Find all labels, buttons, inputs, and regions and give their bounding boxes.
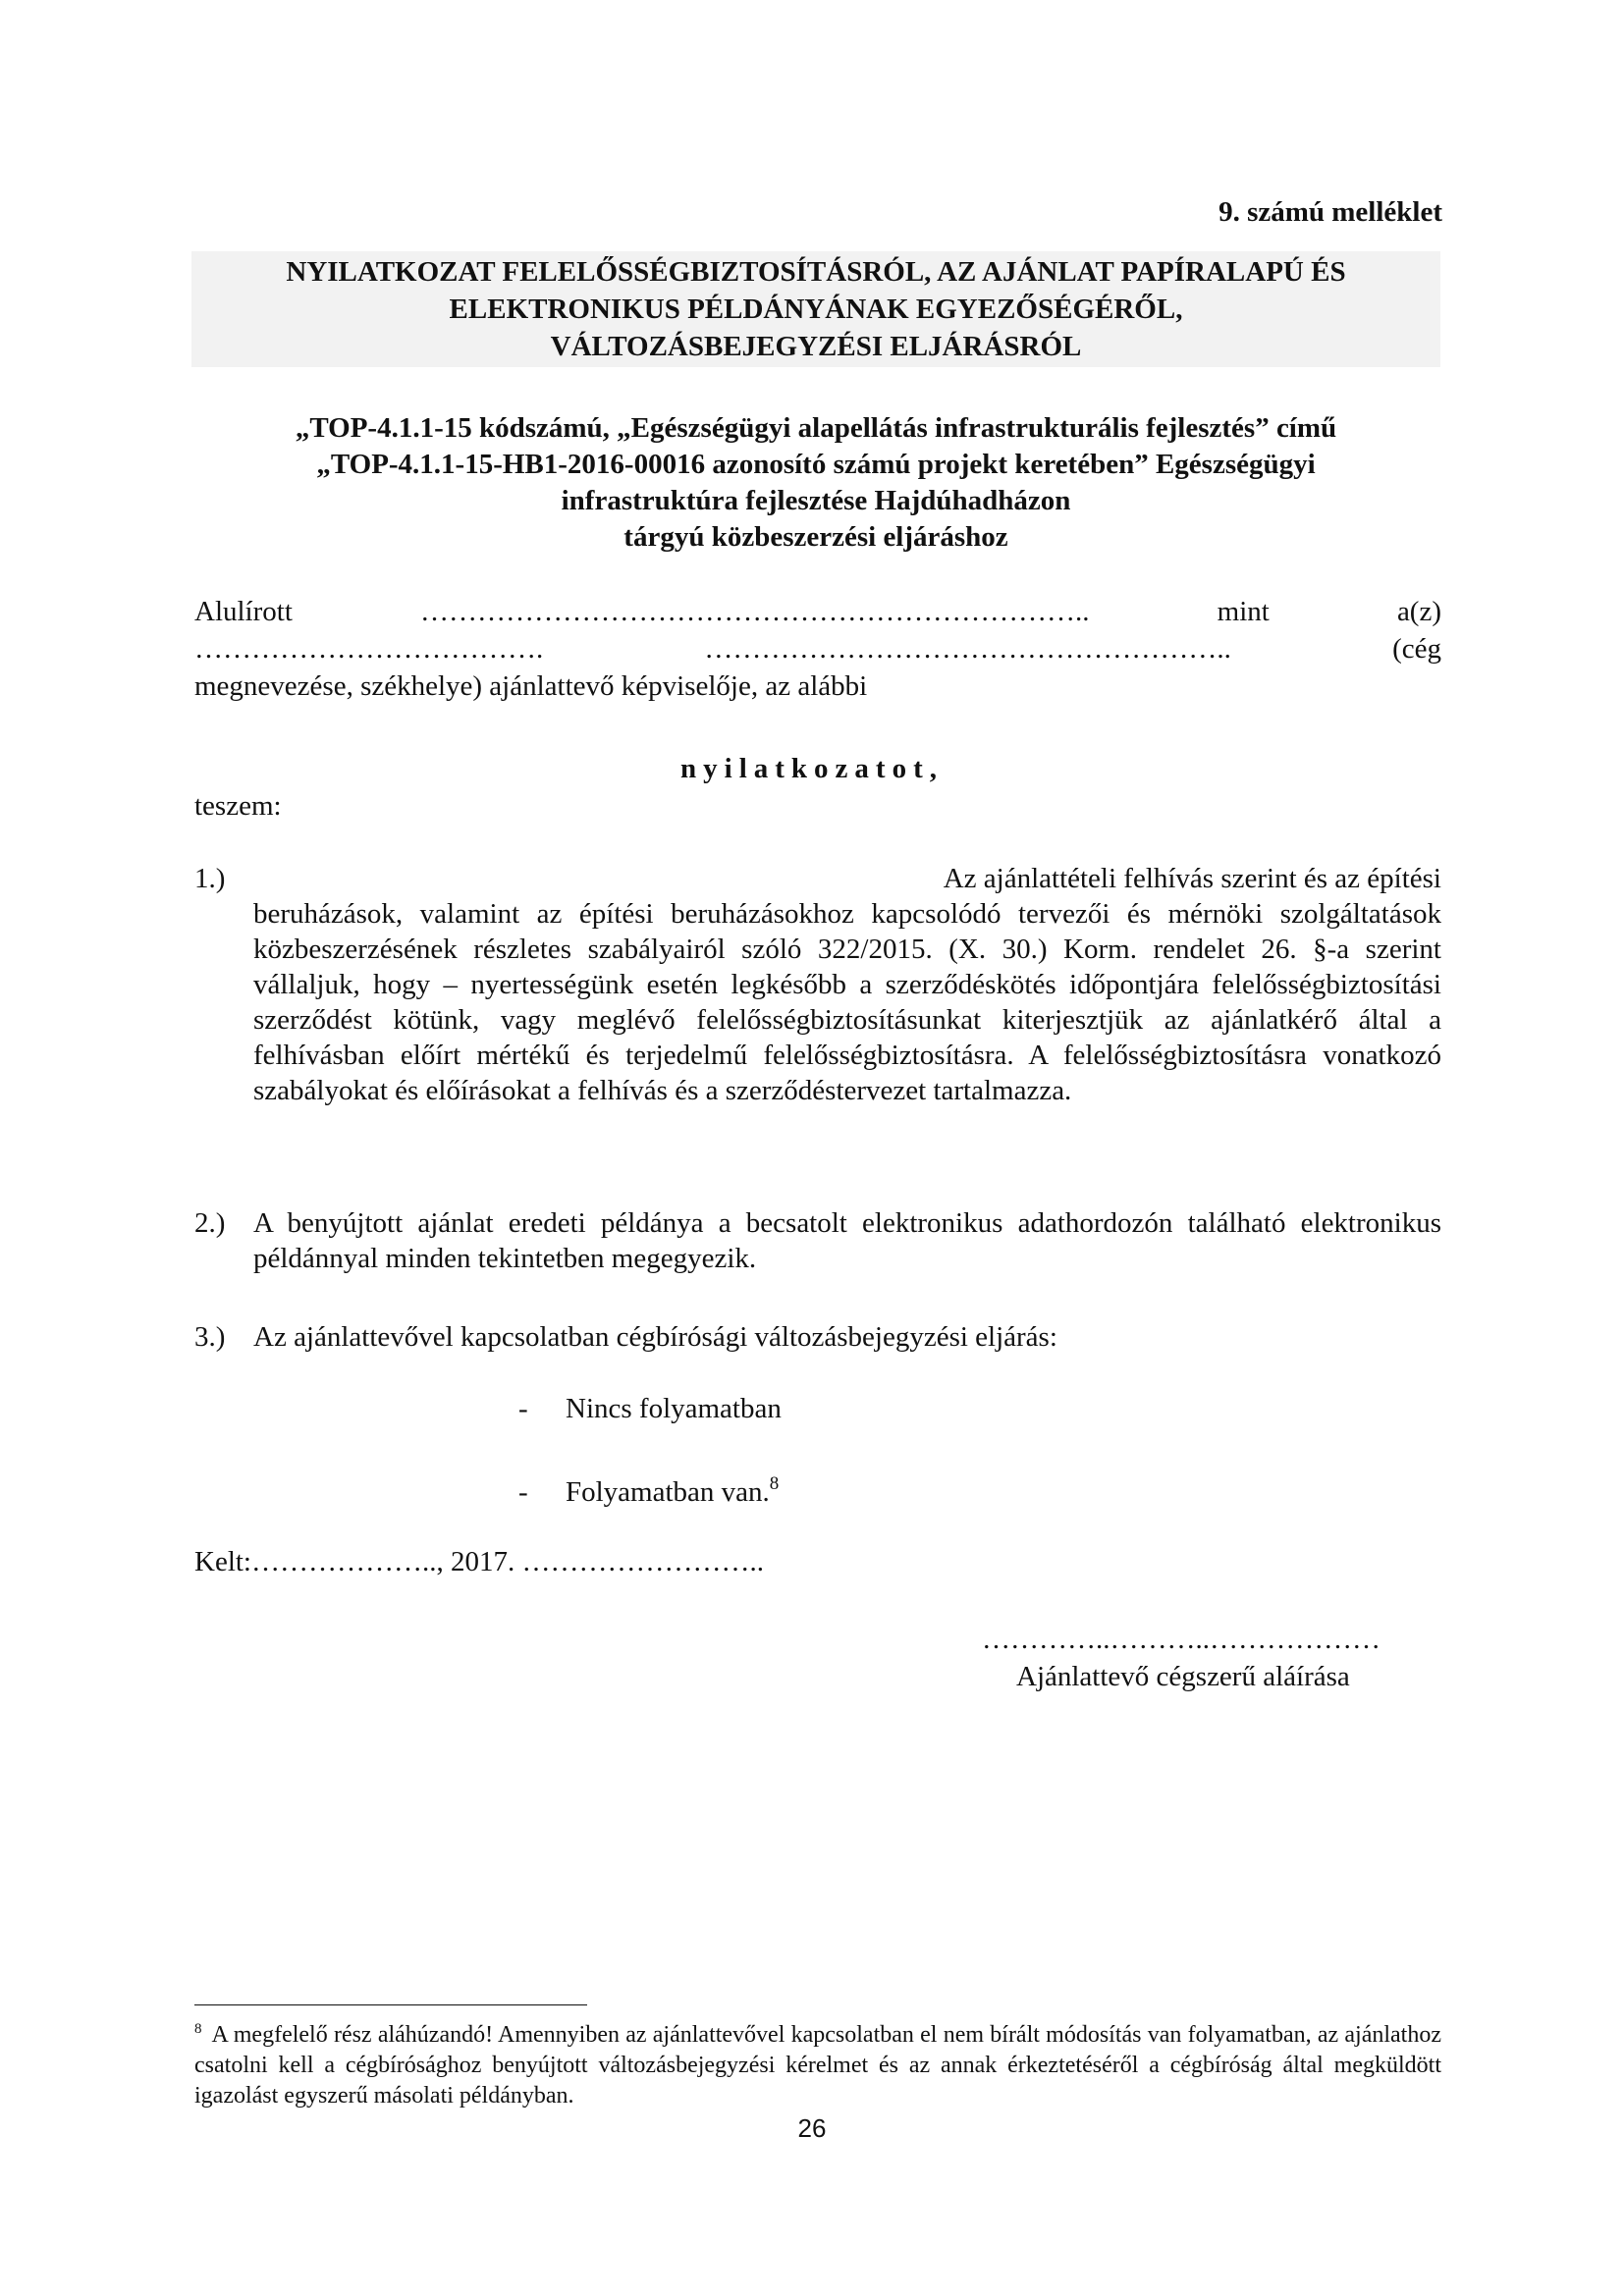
- declarant-line-1: [194, 594, 1441, 629]
- item-number: 2.): [194, 1207, 226, 1239]
- declarant-label: Alulírott: [194, 596, 293, 627]
- declaration-heading: nyilatkozatot,: [680, 753, 944, 784]
- signature-label: Ajánlattevő cégszerű aláírása: [1016, 1661, 1350, 1692]
- subject-line: „TOP-4.1.1-15-HB1-2016-00016 azonosító számú projekt keretében” Egészségügyi: [316, 449, 1316, 480]
- page-number: 26: [797, 2113, 827, 2143]
- footnote-number: 8: [194, 2021, 202, 2037]
- procurement-subject: [191, 410, 1440, 556]
- list-item: [194, 1205, 1441, 1276]
- title-line: NYILATKOZAT FELELŐSSÉGBIZTOSÍTÁSRÓL, AZ AJÁNLAT PAPÍRALAPÚ ÉS: [286, 256, 1346, 288]
- footnote-ref: 8: [769, 1473, 780, 1494]
- declarant-line-2: [194, 631, 1441, 667]
- title-line: VÁLTOZÁSBEJEGYZÉSI ELJÁRÁSRÓL: [550, 331, 1082, 362]
- footnote: [194, 2014, 1441, 2111]
- subject-line: „TOP-4.1.1-15 kódszámú, „Egészségügyi alapellátás infrastrukturális fejlesztés” című: [295, 412, 1337, 444]
- item-text-first: Az ajánlattételi felhívás szerint és az építési: [943, 863, 1441, 894]
- footnote-text: A megfelelő rész aláhúzandó! Amennyiben az ajánlattevővel kapcsolatban el nem bírált módosítás van folyamatban, az ajánlathoz csatolni kell a cégbírósághoz benyújtott változásbejegyzési kérelmet és az annak érkeztetéséről a cégbíróság által megküldött igazolást egyszerű másolati példányban.: [194, 2022, 1441, 2109]
- option-dash: -: [518, 1476, 528, 1508]
- teszem-text: teszem:: [194, 790, 282, 822]
- item-number: 3.): [194, 1321, 226, 1353]
- item-number: 1.): [194, 863, 226, 894]
- footnote-divider: [194, 2004, 587, 2005]
- option-text: Folyamatban van.: [566, 1476, 770, 1508]
- option-not-in-progress: [518, 1391, 782, 1426]
- company-detail-dots: ………………………………………………..: [704, 633, 1231, 665]
- name-fill-dots: ……………………………………………………………..: [420, 596, 1090, 627]
- item-text: Az ajánlattevővel kapcsolatban cégbírósági változásbejegyzési eljárás:: [253, 1321, 1057, 1353]
- option-dash: -: [518, 1393, 528, 1424]
- list-item: [194, 861, 1441, 1108]
- declarant-line-3: megnevezése, székhelye) ajánlattevő képviselője, az alábbi: [194, 670, 868, 702]
- date-line: Kelt:……………….., 2017. ……………………..: [194, 1546, 764, 1577]
- annex-label: 9. számú melléklet: [1218, 196, 1442, 228]
- mint-text: mint: [1217, 596, 1270, 627]
- az-text: a(z): [1396, 596, 1441, 627]
- option-in-progress: [518, 1467, 779, 1510]
- ceg-text: (cég: [1392, 633, 1441, 665]
- company-fill-dots: ……………………………….: [194, 633, 544, 665]
- item-text: beruházások, valamint az építési beruházásokhoz kapcsolódó tervezői és mérnöki szolgáltatások közbeszerzésének részletes szabályairól szóló 322/2015. (X. 30.) Korm. rendelet 26. §-a szerint vállaljuk, hogy – nyertességünk esetén legkésőbb a szerződéskötés időpontjára felelősségbiztosítási szerződést kötünk, vagy meglévő felelősségbiztosításunkat kiterjesztjük az ajánlatkérő által a felhívásban előírt mértékű és terjedelmű felelősségbiztosításra. A felelősségbiztosításra vonatkozó szabályokat és előírásokat a felhívás és a szerződéstervezet tartalmazza.: [253, 898, 1441, 1106]
- signature-dots: …………..………..………………: [982, 1624, 1380, 1655]
- list-item: [194, 1319, 1441, 1355]
- item-text: A benyújtott ajánlat eredeti példánya a becsatolt elektronikus adathordozón található elektronikus példánnyal minden tekintetben megegyezik.: [253, 1207, 1441, 1274]
- title-line: ELEKTRONIKUS PÉLDÁNYÁNAK EGYEZŐSÉGÉRŐL,: [449, 294, 1183, 325]
- subject-line: infrastruktúra fejlesztése Hajdúhadházon: [561, 485, 1071, 516]
- option-text: Nincs folyamatban: [566, 1393, 782, 1424]
- document-title: [191, 251, 1440, 367]
- subject-line: tárgyú közbeszerzési eljáráshoz: [623, 521, 1008, 553]
